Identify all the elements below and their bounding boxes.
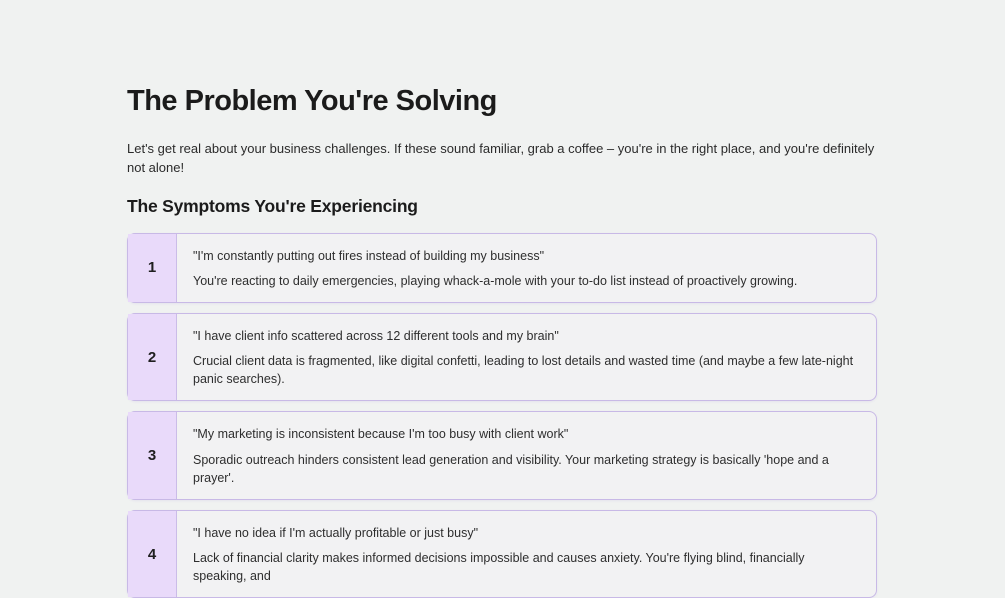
symptom-quote: "My marketing is inconsistent because I'm too busy with client work" — [193, 427, 569, 442]
section-heading-symptoms: The Symptoms You're Experiencing — [127, 195, 418, 216]
symptom-list — [127, 233, 877, 598]
symptom-description: Lack of financial clarity makes informed decisions impossible and causes anxiety. You're flying blind, financially speaking, and — [193, 550, 805, 584]
symptom-card — [127, 510, 877, 598]
symptom-body — [177, 314, 876, 400]
symptom-description: Sporadic outreach hinders consistent lead generation and visibility. Your marketing strategy is basically 'hope and a prayer'. — [193, 452, 829, 485]
symptom-quote: "I'm constantly putting out fires instead of building my business" — [193, 248, 545, 263]
symptom-body — [177, 234, 876, 302]
symptom-number: 3 — [128, 412, 177, 498]
symptom-card — [127, 233, 877, 303]
content-column — [127, 0, 877, 598]
symptom-quote: "I have client info scattered across 12 different tools and my brain" — [193, 329, 559, 344]
symptom-number: 4 — [128, 511, 177, 597]
symptom-number: 1 — [128, 234, 177, 302]
symptom-card — [127, 313, 877, 401]
symptom-description: You're reacting to daily emergencies, playing whack-a-mole with your to-do list instead of proactively growing. — [193, 273, 798, 288]
intro-paragraph: Let's get real about your business challenges. If these sound familiar, grab a coffee – you're in the right place, and you're definitely not alone! — [127, 141, 875, 175]
symptom-body — [177, 511, 876, 597]
symptom-number: 2 — [128, 314, 177, 400]
symptom-description: Crucial client data is fragmented, like digital confetti, leading to lost details and wasted time (and maybe a few late-night panic searches). — [193, 354, 854, 387]
symptom-card — [127, 411, 877, 499]
symptom-body — [177, 412, 876, 498]
page-title: The Problem You're Solving — [127, 85, 497, 117]
symptom-quote: "I have no idea if I'm actually profitable or just busy" — [193, 525, 479, 540]
